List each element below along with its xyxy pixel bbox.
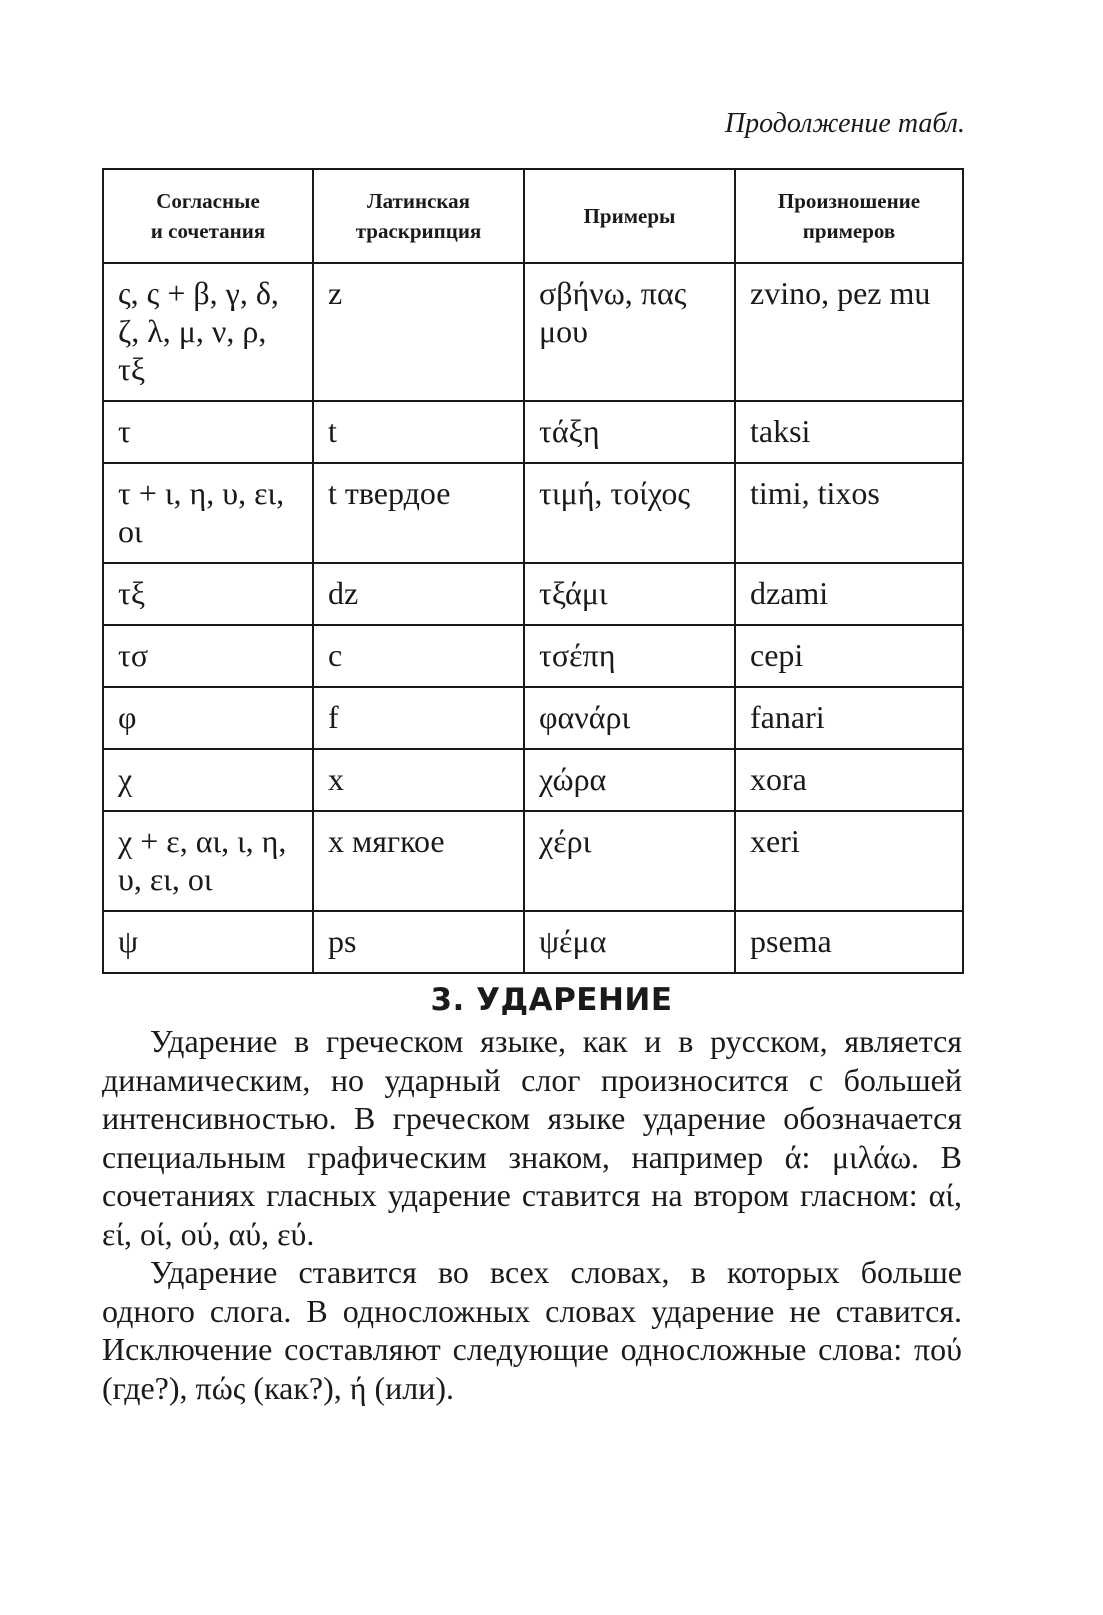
cell-pronunciation: psema: [735, 911, 963, 973]
cell-consonant: τσ: [103, 625, 313, 687]
section-body: [102, 1022, 962, 1407]
header-latin-transcription: Латинская траскрипция: [313, 169, 524, 263]
cell-consonant: ψ: [103, 911, 313, 973]
table-row: [103, 625, 963, 687]
cell-consonant: τ + ι, η, υ, ει, οι: [103, 463, 313, 563]
cell-pronunciation: taksi: [735, 401, 963, 463]
table-row: [103, 563, 963, 625]
cell-transcription: x: [313, 749, 524, 811]
cell-transcription: f: [313, 687, 524, 749]
cell-pronunciation: xeri: [735, 811, 963, 911]
cell-transcription: t твердое: [313, 463, 524, 563]
cell-example: ψέμα: [524, 911, 735, 973]
table-row: [103, 463, 963, 563]
cell-transcription: t: [313, 401, 524, 463]
header-pronunciation: Произношение примеров: [735, 169, 963, 263]
header-consonants: Согласные и сочетания: [103, 169, 313, 263]
cell-example: τξάμι: [524, 563, 735, 625]
cell-transcription: ps: [313, 911, 524, 973]
cell-pronunciation: zvino, pez mu: [735, 263, 963, 401]
cell-pronunciation: dzami: [735, 563, 963, 625]
table-row: [103, 811, 963, 911]
cell-consonant: χ + ε, αι, ι, η, υ, ει, οι: [103, 811, 313, 911]
cell-example: χώρα: [524, 749, 735, 811]
cell-consonant: ς, ς + β, γ, δ, ζ, λ, μ, ν, ρ, τξ: [103, 263, 313, 401]
cell-example: τσέπη: [524, 625, 735, 687]
cell-transcription: c: [313, 625, 524, 687]
table-row: [103, 401, 963, 463]
cell-pronunciation: xora: [735, 749, 963, 811]
paragraph: Ударение ставится во всех словах, в которых больше одного слога. В односложных словах ударение не ставится. Исключение составляют следующие односложные слова: πού (где?), πώς (как?), ή (или).: [102, 1254, 962, 1406]
cell-example: χέρι: [524, 811, 735, 911]
cell-pronunciation: timi, tixos: [735, 463, 963, 563]
cell-consonant: τ: [103, 401, 313, 463]
table-row: [103, 687, 963, 749]
cell-consonant: φ: [103, 687, 313, 749]
cell-transcription: z: [313, 263, 524, 401]
table-row: [103, 263, 963, 401]
cell-example: σβήνω, πας μου: [524, 263, 735, 401]
table-row: [103, 749, 963, 811]
section-title: 3. УДАРЕНИЕ: [430, 982, 673, 1018]
table-continuation-label: Продолжение табл.: [724, 108, 965, 139]
cell-example: τάξη: [524, 401, 735, 463]
cell-transcription: dz: [313, 563, 524, 625]
header-examples: Примеры: [524, 169, 735, 263]
cell-consonant: χ: [103, 749, 313, 811]
cell-example: φανάρι: [524, 687, 735, 749]
paragraph: Ударение в греческом языке, как и в русском, является динамическим, но ударный слог произносится с большей интенсивностью. В греческом языке ударение обозначается специальным графическим знаком, например ά: μιλάω. В сочетаниях гласных ударение ставится на втором гласном: αί, εί, οί, ού, αύ, εύ.: [102, 1023, 962, 1252]
consonant-transcription-table: [102, 168, 964, 974]
table-header-row: [103, 169, 963, 263]
cell-example: τιμή, τοίχος: [524, 463, 735, 563]
table-row: [103, 911, 963, 973]
cell-transcription: x мягкое: [313, 811, 524, 911]
cell-consonant: τξ: [103, 563, 313, 625]
cell-pronunciation: fanari: [735, 687, 963, 749]
cell-pronunciation: cepi: [735, 625, 963, 687]
